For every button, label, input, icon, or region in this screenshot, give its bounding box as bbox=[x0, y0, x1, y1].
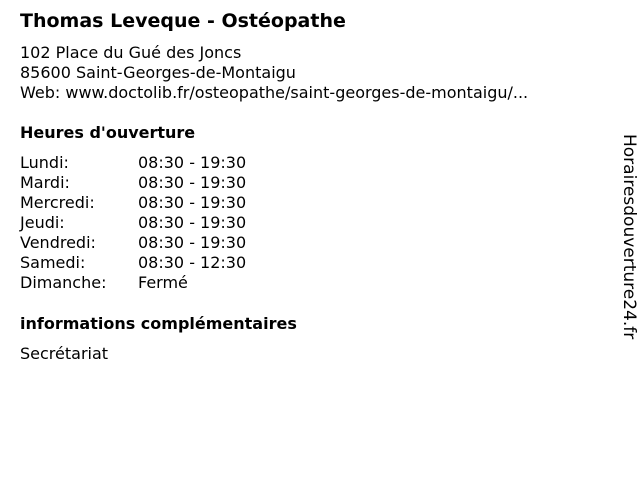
time-range: 08:30 - 19:30 bbox=[138, 153, 247, 172]
time-range: Fermé bbox=[138, 273, 188, 292]
day-label: Samedi: bbox=[20, 253, 86, 272]
opening-hours-list bbox=[20, 153, 246, 293]
time-range: 08:30 - 19:30 bbox=[138, 173, 247, 192]
business-name: Thomas Leveque - Ostéopathe bbox=[20, 10, 346, 32]
address-street: 102 Place du Gué des Joncs bbox=[20, 43, 242, 62]
website-link[interactable]: Web: www.doctolib.fr/osteopathe/saint-georges-de-montaigu/... bbox=[20, 83, 529, 102]
hours-row-wednesday bbox=[20, 193, 246, 213]
hours-row-thursday bbox=[20, 213, 246, 233]
hours-row-sunday bbox=[20, 273, 246, 293]
additional-info-heading: informations complémentaires bbox=[20, 314, 297, 333]
day-label: Jeudi: bbox=[20, 213, 65, 232]
address-city: 85600 Saint-Georges-de-Montaigu bbox=[20, 63, 296, 82]
hours-row-friday bbox=[20, 233, 246, 253]
day-label: Mardi: bbox=[20, 173, 70, 192]
site-watermark: Horairesdouverture24.fr bbox=[619, 134, 639, 340]
hours-row-monday bbox=[20, 153, 246, 173]
additional-info-text: Secrétariat bbox=[20, 344, 109, 363]
day-label: Dimanche: bbox=[20, 273, 107, 292]
time-range: 08:30 - 19:30 bbox=[138, 213, 247, 232]
day-label: Lundi: bbox=[20, 153, 69, 172]
address-block bbox=[20, 43, 528, 103]
day-label: Mercredi: bbox=[20, 193, 95, 212]
day-label: Vendredi: bbox=[20, 233, 96, 252]
time-range: 08:30 - 19:30 bbox=[138, 193, 247, 212]
hours-row-saturday bbox=[20, 253, 246, 273]
hours-row-tuesday bbox=[20, 173, 246, 193]
opening-hours-heading: Heures d'ouverture bbox=[20, 123, 196, 142]
time-range: 08:30 - 12:30 bbox=[138, 253, 247, 272]
time-range: 08:30 - 19:30 bbox=[138, 233, 247, 252]
